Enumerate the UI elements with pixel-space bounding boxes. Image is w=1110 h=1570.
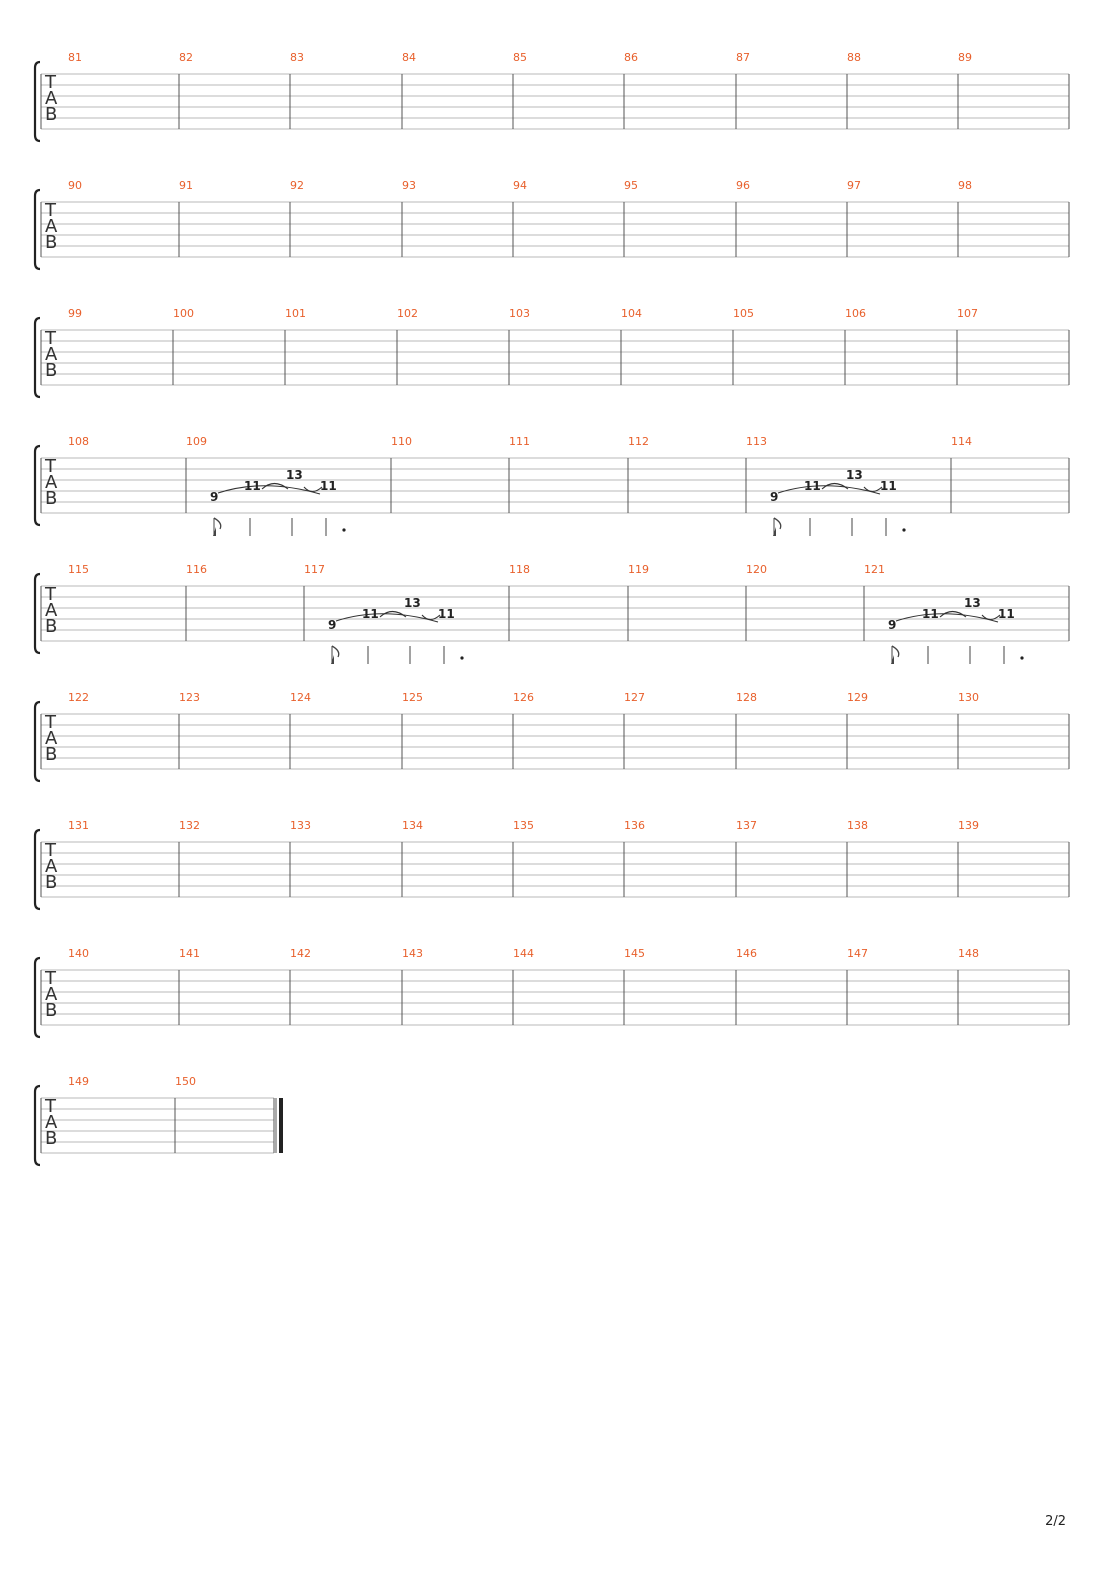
measure-number: 133 bbox=[290, 819, 311, 832]
staff-system bbox=[35, 179, 1069, 269]
staff-system bbox=[35, 307, 1069, 397]
tab-clef-letter: B bbox=[45, 232, 58, 253]
measure-number: 124 bbox=[290, 691, 311, 704]
tab-clef-letter: T bbox=[45, 328, 56, 349]
measure-number: 127 bbox=[624, 691, 645, 704]
fret-number: 11 bbox=[320, 479, 337, 493]
measure-number: 146 bbox=[736, 947, 757, 960]
measure-number: 121 bbox=[864, 563, 885, 576]
measure-number: 100 bbox=[173, 307, 194, 320]
fret-number: 13 bbox=[846, 468, 863, 482]
system-bracket bbox=[35, 446, 40, 525]
measure-number: 143 bbox=[402, 947, 423, 960]
measure-number: 110 bbox=[391, 435, 412, 448]
rhythm-dot bbox=[1020, 656, 1023, 659]
tab-clef-letter: B bbox=[45, 744, 58, 765]
measure-number: 94 bbox=[513, 179, 527, 192]
fret-number: 13 bbox=[286, 468, 303, 482]
system-bracket bbox=[35, 62, 40, 141]
tab-clef-letter: A bbox=[45, 1112, 58, 1133]
measure-number: 150 bbox=[175, 1075, 196, 1088]
measure-number: 88 bbox=[847, 51, 861, 64]
measure-number: 142 bbox=[290, 947, 311, 960]
tab-clef-letter: A bbox=[45, 88, 58, 109]
measure-number: 138 bbox=[847, 819, 868, 832]
tab-clef-letter: T bbox=[45, 72, 56, 93]
measure-number: 128 bbox=[736, 691, 757, 704]
measure-number: 147 bbox=[847, 947, 868, 960]
system-bracket bbox=[35, 702, 40, 781]
tab-clef-letter: B bbox=[45, 360, 58, 381]
fret-number: 13 bbox=[404, 596, 421, 610]
measure-number: 89 bbox=[958, 51, 972, 64]
tab-clef-letter: T bbox=[45, 1096, 56, 1117]
tab-clef-letter: A bbox=[45, 856, 58, 877]
measure-number: 113 bbox=[746, 435, 767, 448]
system-bracket bbox=[35, 1086, 40, 1165]
rhythm-dot bbox=[902, 528, 905, 531]
system-bracket bbox=[35, 958, 40, 1037]
note-flag bbox=[332, 646, 339, 657]
measure-number: 144 bbox=[513, 947, 534, 960]
measure-number: 116 bbox=[186, 563, 207, 576]
system-bracket bbox=[35, 830, 40, 909]
measure-number: 106 bbox=[845, 307, 866, 320]
measure-number: 130 bbox=[958, 691, 979, 704]
measure-number: 126 bbox=[513, 691, 534, 704]
measure-number: 120 bbox=[746, 563, 767, 576]
tab-clef-letter: B bbox=[45, 616, 58, 637]
measure-number: 115 bbox=[68, 563, 89, 576]
staff-system bbox=[35, 563, 1069, 664]
tab-clef-letter: T bbox=[45, 200, 56, 221]
measure-number: 145 bbox=[624, 947, 645, 960]
system-bracket bbox=[35, 574, 40, 653]
tab-clef-letter: B bbox=[45, 488, 58, 509]
final-barline bbox=[279, 1098, 283, 1153]
fret-number: 11 bbox=[362, 607, 379, 621]
fret-number: 11 bbox=[998, 607, 1015, 621]
measure-number: 149 bbox=[68, 1075, 89, 1088]
measure-number: 135 bbox=[513, 819, 534, 832]
measure-number: 96 bbox=[736, 179, 750, 192]
staff-system bbox=[35, 691, 1069, 781]
page-number: 2/2 bbox=[1045, 1514, 1066, 1529]
tab-clef-letter: T bbox=[45, 456, 56, 477]
fret-number: 13 bbox=[964, 596, 981, 610]
staff-system bbox=[35, 435, 1069, 536]
staff-system bbox=[35, 819, 1069, 909]
fret-number: 9 bbox=[888, 618, 897, 632]
measure-number: 109 bbox=[186, 435, 207, 448]
system-bracket bbox=[35, 190, 40, 269]
tab-clef-letter: B bbox=[45, 1000, 58, 1021]
staff-system bbox=[35, 1075, 283, 1165]
tab-clef-letter: B bbox=[45, 872, 58, 893]
note-flag bbox=[774, 518, 781, 529]
measure-number: 84 bbox=[402, 51, 416, 64]
measure-number: 112 bbox=[628, 435, 649, 448]
tab-clef-letter: A bbox=[45, 728, 58, 749]
tab-clef-letter: A bbox=[45, 600, 58, 621]
measure-number: 83 bbox=[290, 51, 304, 64]
fret-number: 11 bbox=[922, 607, 939, 621]
system-bracket bbox=[35, 318, 40, 397]
measure-number: 139 bbox=[958, 819, 979, 832]
measure-number: 114 bbox=[951, 435, 972, 448]
measure-number: 87 bbox=[736, 51, 750, 64]
tab-clef-letter: T bbox=[45, 840, 56, 861]
fret-number: 11 bbox=[244, 479, 261, 493]
measure-number: 140 bbox=[68, 947, 89, 960]
fret-number: 11 bbox=[804, 479, 821, 493]
measure-number: 111 bbox=[509, 435, 530, 448]
staff-system bbox=[35, 51, 1069, 141]
tab-clef-letter: A bbox=[45, 344, 58, 365]
measure-number: 107 bbox=[957, 307, 978, 320]
measure-number: 92 bbox=[290, 179, 304, 192]
measure-number: 95 bbox=[624, 179, 638, 192]
measure-number: 90 bbox=[68, 179, 82, 192]
measure-number: 118 bbox=[509, 563, 530, 576]
measure-number: 108 bbox=[68, 435, 89, 448]
tab-clef-letter: B bbox=[45, 1128, 58, 1149]
fret-number: 9 bbox=[770, 490, 779, 504]
measure-number: 137 bbox=[736, 819, 757, 832]
tab-clef-letter: T bbox=[45, 584, 56, 605]
measure-number: 148 bbox=[958, 947, 979, 960]
measure-number: 123 bbox=[179, 691, 200, 704]
fret-number: 9 bbox=[328, 618, 337, 632]
fret-number: 11 bbox=[880, 479, 897, 493]
measure-number: 141 bbox=[179, 947, 200, 960]
measure-number: 105 bbox=[733, 307, 754, 320]
rhythm-dot bbox=[342, 528, 345, 531]
staff-system bbox=[35, 947, 1069, 1037]
tab-clef-letter: T bbox=[45, 968, 56, 989]
measure-number: 81 bbox=[68, 51, 82, 64]
note-flag bbox=[892, 646, 899, 657]
measure-number: 101 bbox=[285, 307, 306, 320]
measure-number: 93 bbox=[402, 179, 416, 192]
rhythm-dot bbox=[460, 656, 463, 659]
measure-number: 91 bbox=[179, 179, 193, 192]
fret-number: 11 bbox=[438, 607, 455, 621]
measure-number: 125 bbox=[402, 691, 423, 704]
measure-number: 85 bbox=[513, 51, 527, 64]
tab-clef-letter: T bbox=[45, 712, 56, 733]
tab-clef-letter: A bbox=[45, 984, 58, 1005]
measure-number: 102 bbox=[397, 307, 418, 320]
fret-number: 9 bbox=[210, 490, 219, 504]
measure-number: 98 bbox=[958, 179, 972, 192]
tab-clef-letter: B bbox=[45, 104, 58, 125]
measure-number: 86 bbox=[624, 51, 638, 64]
measure-number: 103 bbox=[509, 307, 530, 320]
measure-number: 117 bbox=[304, 563, 325, 576]
measure-number: 132 bbox=[179, 819, 200, 832]
measure-number: 129 bbox=[847, 691, 868, 704]
measure-number: 99 bbox=[68, 307, 82, 320]
measure-number: 131 bbox=[68, 819, 89, 832]
measure-number: 134 bbox=[402, 819, 423, 832]
measure-number: 136 bbox=[624, 819, 645, 832]
measure-number: 119 bbox=[628, 563, 649, 576]
note-flag bbox=[214, 518, 221, 529]
measure-number: 97 bbox=[847, 179, 861, 192]
tab-clef-letter: A bbox=[45, 472, 58, 493]
tab-clef-letter: A bbox=[45, 216, 58, 237]
measure-number: 122 bbox=[68, 691, 89, 704]
measure-number: 82 bbox=[179, 51, 193, 64]
measure-number: 104 bbox=[621, 307, 642, 320]
